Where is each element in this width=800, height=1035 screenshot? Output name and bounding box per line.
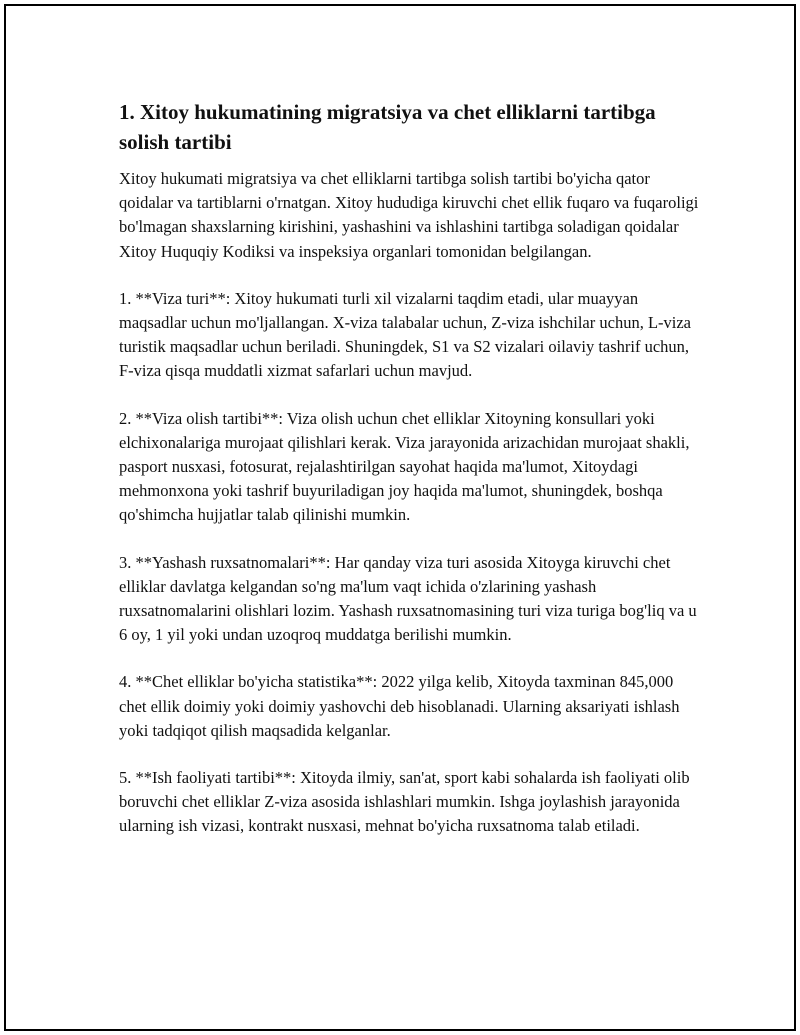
visa-types-paragraph: 1. **Viza turi**: Xitoy hukumati turli xil vizalarni taqdim etadi, ular muayyan maqsadlar uchun mo'ljallangan. X-viza talabalar uchun, Z-viza ishchilar uchun, L-viza turistik maqsadlar uchun beriladi. Shuningdek, S1 va S2 vizalari oilaviy tashrif uchun, F-viza qisqa muddatli xizmat safarlari uchun mavjud. [119,288,691,381]
document-content [119,97,699,862]
document-page [4,4,796,1031]
statistics-paragraph: 4. **Chet elliklar bo'yicha statistika**: 2022 yilga kelib, Xitoyda taxminan 845,000 chet ellik doimiy yoki doimiy yashovchi deb hisoblanadi. Ularning aksariyati ishlash yoki tadqiqot qilish maqsadida kelganlar. [119,672,680,740]
visa-procedure-paragraph: 2. **Viza olish tartibi**: Viza olish uchun chet elliklar Xitoyning konsullari yoki elchixonalariga murojaat qilishlari kerak. Viza jarayonida arizachidan murojaat shakli, pasport nusxasi, fotosurat, rejalashtirilgan sayohat haqida ma'lumot, Xitoydagi mehmonxona yoki tashrif buyuriladigan joy haqida ma'lumot, shuningdek, boshqa qo'shimcha hujjatlar talab qilinishi mumkin. [119,408,690,525]
work-procedure-paragraph: 5. **Ish faoliyati tartibi**: Xitoyda ilmiy, san'at, sport kabi sohalarda ish faoliyati olib boruvchi chet elliklar Z-viza asosida ishlashlari mumkin. Ishga joylashish jarayonida ularning ish vizasi, kontrakt nusxasi, mehnat bo'yicha ruxsatnoma talab etiladi. [119,768,690,836]
residence-permits-paragraph: 3. **Yashash ruxsatnomalari**: Har qanday viza turi asosida Xitoyga kiruvchi chet elliklar davlatga kelgandan so'ng ma'lum vaqt ichida o'zlarining yashash ruxsatnomalarini olishlari lozim. Yashash ruxsatnomasining turi viza turiga bog'liq va u 6 oy, 1 yil yoki undan uzoqroq muddatga berilishi mumkin. [119,552,697,645]
intro-paragraph: Xitoy hukumati migratsiya va chet elliklarni tartibga solish tartibi bo'yicha qator qoidalar va tartiblarni o'rnatgan. Xitoy hududiga kiruvchi chet ellik fuqaro va fuqaroligi bo'lmagan shaxslarning kirishini, yashashini va ishlashini tartibga soladigan qoidalar Xitoy Huquqiy Kodiksi va inspeksiya organlari tomonidan belgilangan. [119,169,699,261]
document-heading: 1. Xitoy hukumatining migratsiya va chet elliklarni tartibga solish tartibi [119,100,656,154]
